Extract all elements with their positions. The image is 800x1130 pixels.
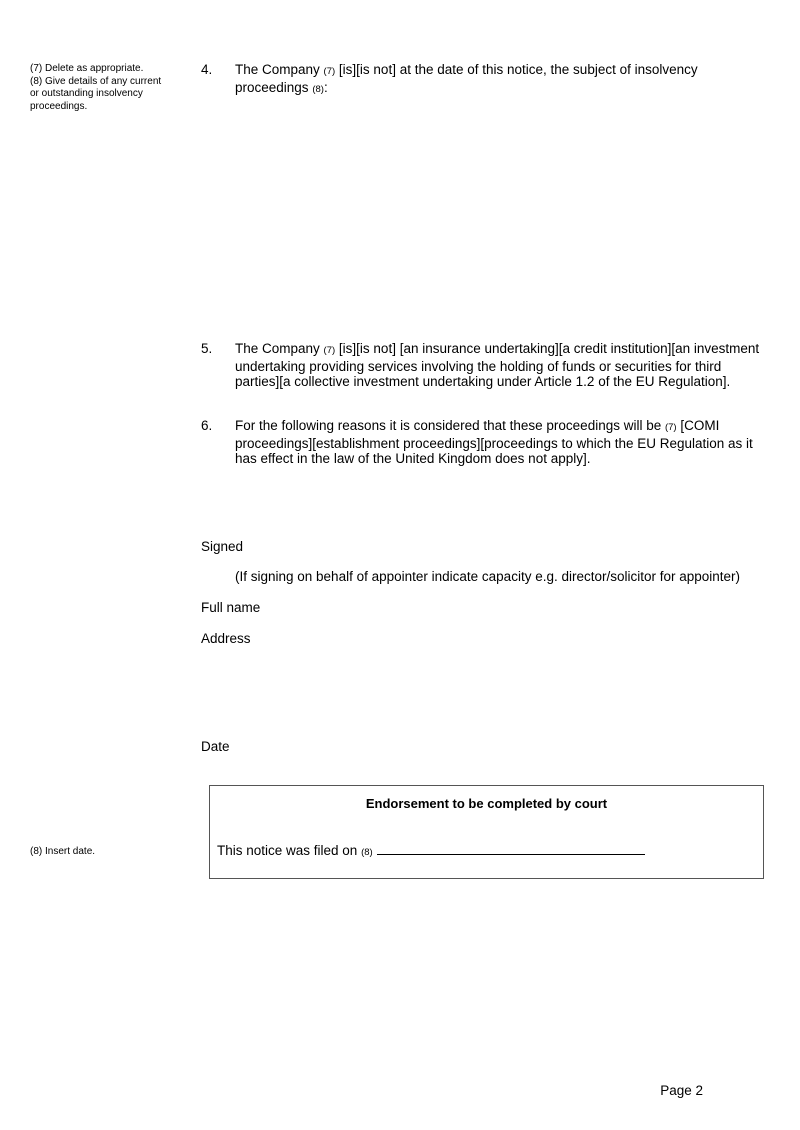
endorsement-box (209, 785, 764, 879)
date-label: Date (201, 739, 230, 754)
filed-on-text: This notice was filed on (217, 843, 362, 858)
address-label: Address (201, 631, 251, 646)
margin-note-insert-date: (8) Insert date. (30, 846, 96, 857)
margin-note-8-line-1: (8) Give details of any current (30, 75, 162, 87)
filed-on-line (217, 842, 645, 858)
section-6-text: For the following reasons it is considered that these proceedings will be (7) [COMI proceedings][establishment proceedings][proceedings to which the EU Regulation as it has effect in the law of the United Kingdom does not apply]. (235, 418, 753, 466)
ref-7: (7) (323, 66, 336, 77)
endorsement-title: Endorsement to be completed by court (365, 796, 608, 811)
ref-8: (8) (312, 83, 324, 95)
full-name-label: Full name (201, 600, 261, 615)
signed-label: Signed (201, 539, 244, 554)
section-5-number: 5. (201, 341, 213, 356)
page-number: Page 2 (660, 1083, 703, 1098)
ref-7: (7) (664, 422, 677, 433)
margin-note-8-line-2: or outstanding insolvency (30, 88, 143, 99)
section-6-number: 6. (201, 418, 213, 433)
margin-note-7-text: (7) Delete as appropriate. (30, 63, 144, 74)
section-5-text: The Company (7) [is][is not] [an insurance undertaking][a credit institution][an investment undertaking providing services involving the holding of funds or securities for third parties][a collective investment undertaking under Article 1.2 of the EU Regulation]. (235, 341, 760, 389)
filed-date-blank[interactable] (377, 842, 645, 855)
ref-7: (7) (323, 345, 336, 356)
margin-note-8-line-3: proceedings. (30, 100, 88, 112)
ref-8: (8) (361, 847, 373, 858)
section-4-text: The Company (7) [is][is not] at the date of this notice, the subject of insolvency proceedings (8): (235, 62, 698, 95)
section-4-number: 4. (201, 62, 213, 77)
capacity-note: (If signing on behalf of appointer indicate capacity e.g. director/solicitor for appointer) (235, 569, 741, 584)
margin-note-7 (30, 63, 180, 113)
